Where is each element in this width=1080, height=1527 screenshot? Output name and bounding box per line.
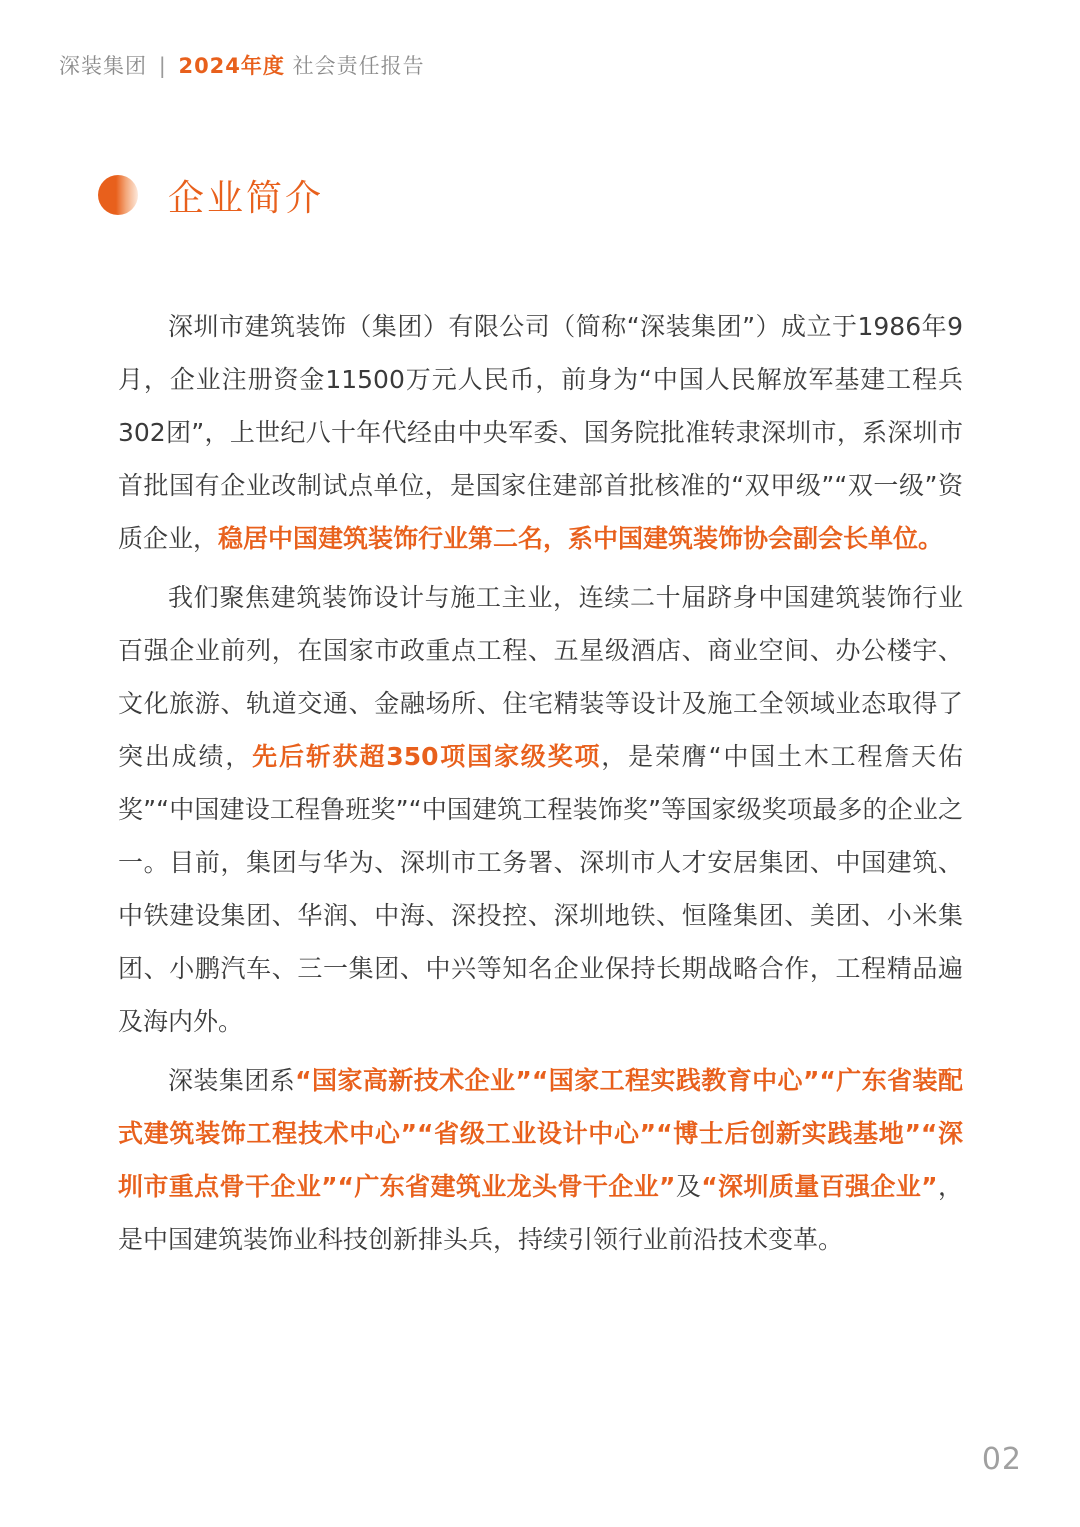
paragraph-1-text: 深圳市建筑装饰（集团）有限公司（简称“深装集团”）成立于1986年9月，企业注册资金11500万元人民币，前身为“中国人民解放军基建工程兵302团”，上世纪八十年代经由中央军委、国务院批准转隶深圳市，系深圳市首批国有企业改制试点单位，是国家住建部首批核准的“双甲级”“双一级”资质企业， — [118, 312, 963, 553]
report-header — [59, 50, 425, 80]
header-separator: | — [158, 54, 167, 78]
paragraph-2 — [118, 571, 963, 1048]
paragraph-1 — [118, 300, 963, 565]
section-title: 企业简介 — [168, 177, 325, 219]
paragraph-2-highlight: 先后斩获超350项国家级奖项 — [252, 742, 602, 771]
paragraph-3-highlight-a: “国家高新技术企业”“国家工程实践教育中心”“广东省装配式建筑装饰工程技术中心”“省级工业设计中心”“博士后创新实践基地”“深圳市重点骨干企业”“广东省建筑业龙头骨干企业” — [118, 1066, 963, 1201]
header-year: 2024年度 — [178, 54, 285, 78]
paragraph-3 — [118, 1054, 963, 1266]
paragraph-3-text-c: ，是中国建筑装饰业科技创新排头兵，持续引领行业前沿技术变革。 — [118, 1172, 963, 1254]
paragraph-3-highlight-b: “深圳质量百强企业” — [701, 1172, 938, 1201]
paragraph-3-text-b: 及 — [675, 1172, 702, 1201]
section-heading — [98, 170, 324, 220]
paragraph-2-text-a: 我们聚焦建筑装饰设计与施工主业，连续二十届跻身中国建筑装饰行业百强企业前列，在国家市政重点工程、五星级酒店、商业空间、办公楼宇、文化旅游、轨道交通、金融场所、住宅精装等设计及施工全领域业态取得了突出成绩， — [118, 583, 963, 771]
paragraph-1-highlight: 稳居中国建筑装饰行业第二名，系中国建筑装饰协会副会长单位。 — [218, 524, 944, 553]
orange-circle-icon — [98, 175, 138, 215]
paragraph-2-text-b: ，是荣膺“中国土木工程詹天佑奖”“中国建设工程鲁班奖”“中国建筑工程装饰奖”等国家级奖项最多的企业之一。目前，集团与华为、深圳市工务署、深圳市人才安居集团、中国建筑、中铁建设集团、华润、中海、深投控、深圳地铁、恒隆集团、美团、小米集团、小鹏汽车、三一集团、中兴等知名企业保持长期战略合作，工程精品遍及海内外。 — [118, 742, 963, 1036]
header-company: 深装集团 — [59, 54, 147, 78]
header-report-name: 社会责任报告 — [292, 54, 425, 78]
paragraph-3-text-a: 深装集团系 — [168, 1066, 296, 1095]
page-number: 02 — [981, 1442, 1022, 1477]
company-profile-body — [118, 300, 963, 1272]
